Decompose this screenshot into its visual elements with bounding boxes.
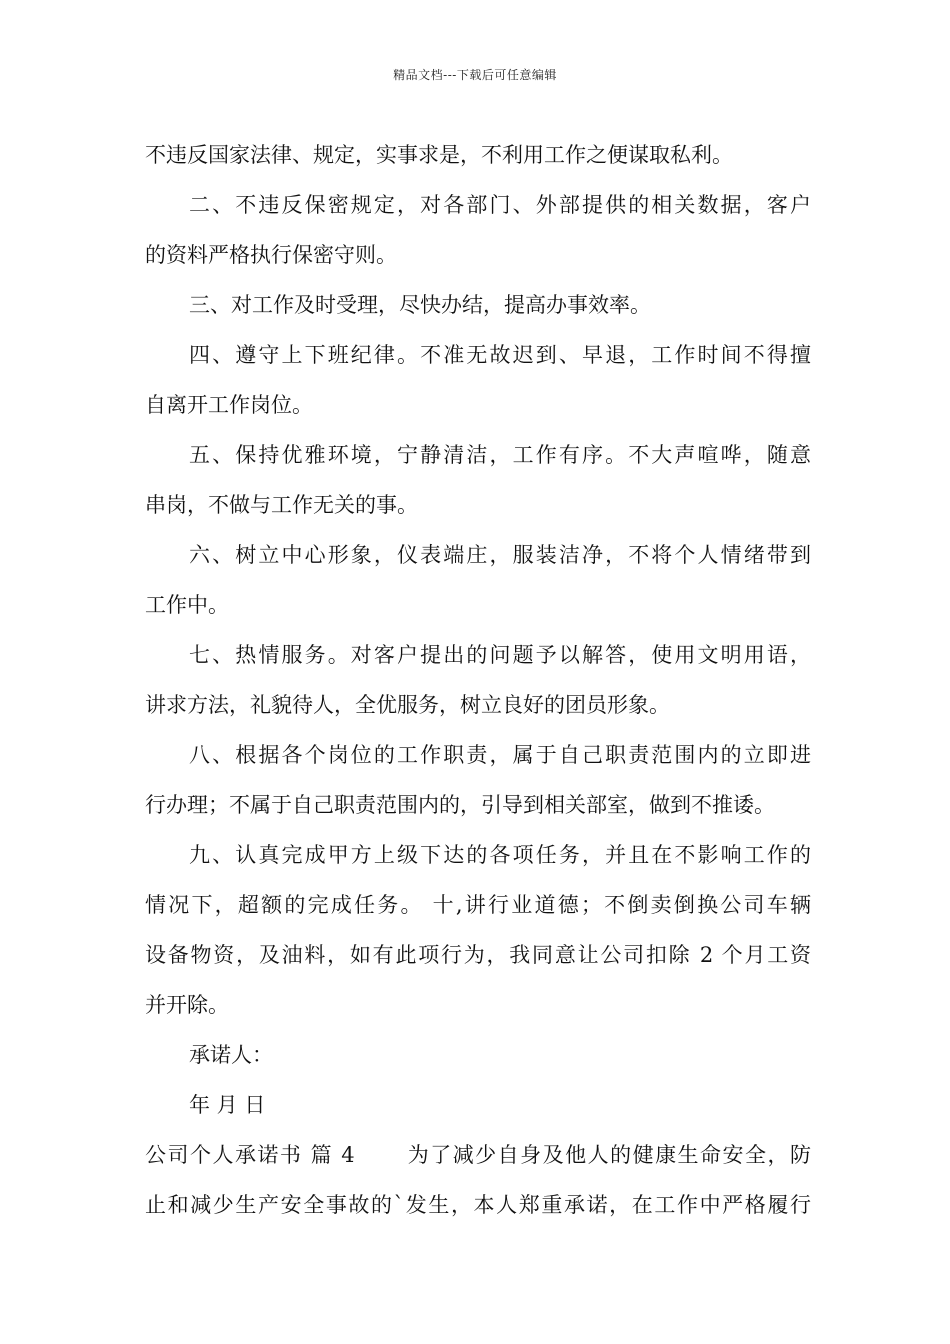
text-line: 行办理；不属于自己职责范围内的，引导到相关部室，做到不推诿。 bbox=[145, 793, 775, 817]
text-line: 三、对工作及时受理，尽快办结，提高办事效率。 bbox=[189, 293, 651, 317]
text-line: 五、保持优雅环境，宁静清洁，工作有序。不大声喧哗，随意 bbox=[189, 443, 811, 467]
text-line: 九、认真完成甲方上级下达的各项任务，并且在不影响工作的 bbox=[189, 843, 811, 867]
text-line: 承诺人： bbox=[189, 1043, 273, 1067]
text-line: 公司个人承诺书 篇 4 为了减少自身及他人的健康生命安全，防 bbox=[145, 1143, 811, 1167]
text-line: 二、不违反保密规定，对各部门、外部提供的相关数据，客户 bbox=[189, 193, 811, 217]
text-line: 的资料严格执行保密守则。 bbox=[145, 243, 397, 267]
text-line: 设备物资，及油料，如有此项行为，我同意让公司扣除 2 个月工资 bbox=[145, 943, 811, 967]
text-line: 八、根据各个岗位的工作职责，属于自己职责范围内的立即进 bbox=[189, 743, 811, 767]
page-header: 精品文档---下载后可任意编辑 bbox=[393, 68, 557, 82]
text-line: 情况下，超额的完成任务。 十,讲行业道德；不倒卖倒换公司车辆 bbox=[145, 893, 811, 917]
text-line: 六、树立中心形象，仪表端庄，服装洁净，不将个人情绪带到 bbox=[189, 543, 811, 567]
text-line: 七、热情服务。对客户提出的问题予以解答，使用文明用语， bbox=[189, 643, 811, 667]
text-line: 讲求方法，礼貌待人，全优服务，树立良好的团员形象。 bbox=[145, 693, 670, 717]
text-line: 自离开工作岗位。 bbox=[145, 393, 313, 417]
text-line: 年 月 日 bbox=[189, 1093, 266, 1117]
document-body bbox=[145, 130, 811, 1230]
text-line: 工作中。 bbox=[145, 593, 229, 617]
text-line: 串岗，不做与工作无关的事。 bbox=[145, 493, 418, 517]
text-line: 四、遵守上下班纪律。不准无故迟到、早退，工作时间不得擅 bbox=[189, 343, 811, 367]
text-line: 并开除。 bbox=[145, 993, 229, 1017]
text-line: 止和减少生产安全事故的`发生，本人郑重承诺，在工作中严格履行 bbox=[145, 1193, 811, 1217]
text-line: 不违反国家法律、规定，实事求是，不利用工作之便谋取私利。 bbox=[145, 143, 733, 167]
